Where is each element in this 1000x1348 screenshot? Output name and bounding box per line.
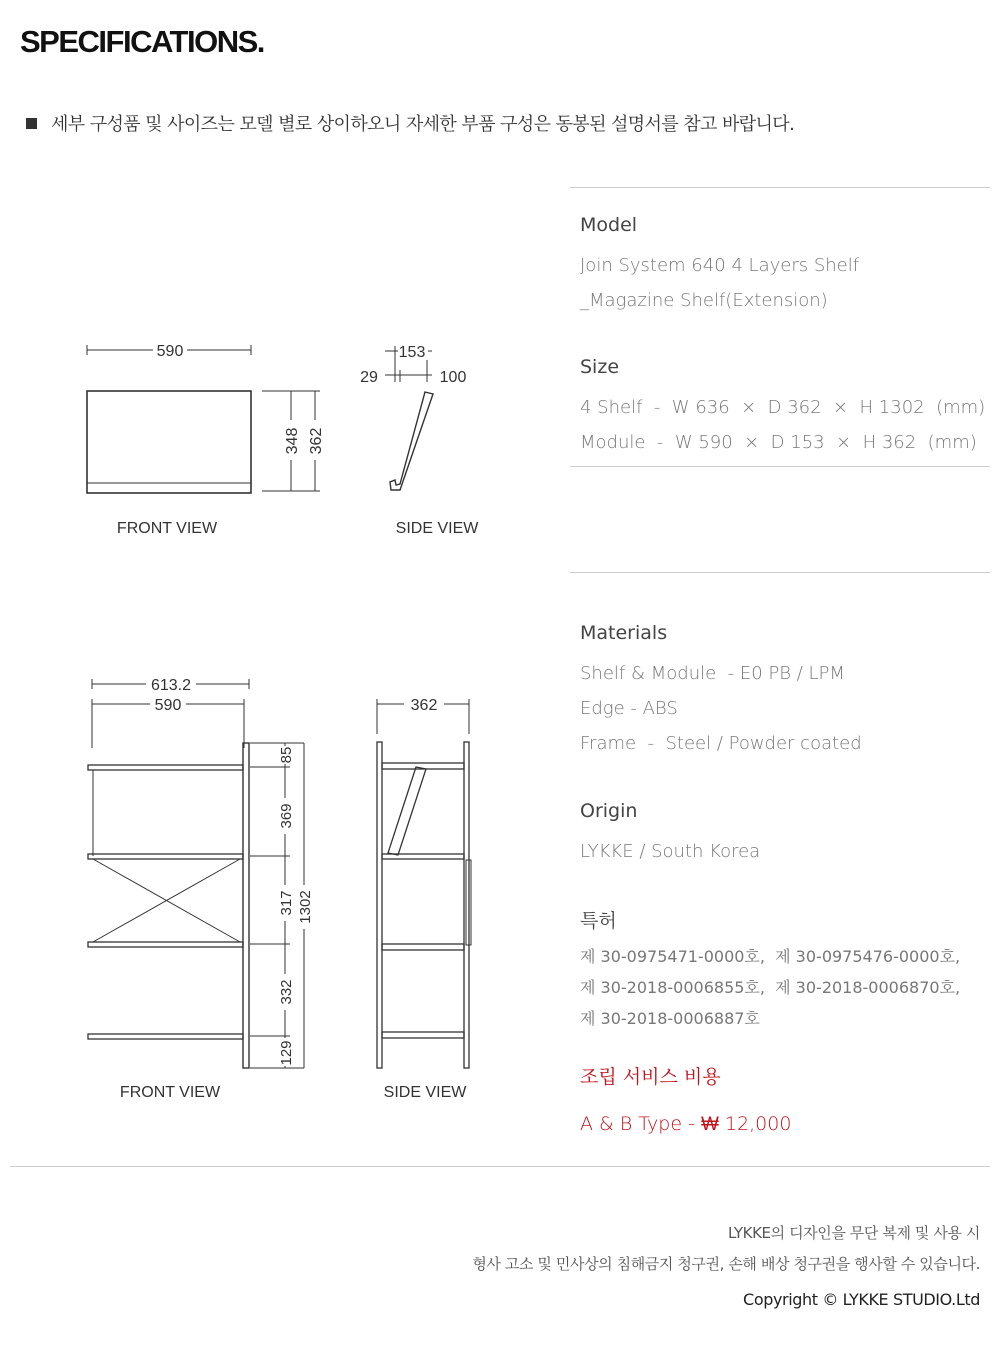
size-line1: 4 Shelf - W 636 × D 362 × H 1302 (mm) [580,397,986,418]
shelf-side-view-label: SIDE VIEW [383,1084,467,1101]
shelf-front-view-label: FRONT VIEW [119,1084,221,1101]
patent-line3: 제 30-2018-0006887호 [580,1009,760,1028]
materials-line1: Shelf & Module - E0 PB / LPM [580,663,845,684]
shelf-inner-width-dim: 590 [154,697,182,714]
materials-label: Materials [580,622,668,644]
module-side-view-label: SIDE VIEW [395,520,479,537]
module-width-dim: 590 [156,343,184,360]
gap-129-dim: 129 [278,1040,295,1066]
module-height-dim-362: 362 [308,427,325,455]
spec-service [580,1062,791,1142]
origin-label: Origin [580,800,638,822]
side-right-dim: 100 [439,369,467,386]
module-front-view-label: FRONT VIEW [116,520,218,537]
shelf-depth-dim: 362 [410,697,438,714]
shelf-drawing [0,670,520,1110]
service-price: A & B Type - ₩ 12,000 [580,1113,792,1135]
footer-line1: LYKKE의 디자인을 무단 복제 및 사용 시 [727,1224,980,1242]
spec-origin [580,800,760,869]
spec-size [580,356,985,460]
footer-line2: 형사 고소 및 민사상의 침해금지 청구권, 손해 배상 청구권을 행사할 수 있습니다. [472,1255,980,1273]
page-title: SPECIFICATIONS. [20,24,264,59]
spec-materials [580,622,862,761]
model-label: Model [580,214,638,236]
size-label: Size [580,356,620,378]
patent-line2: 제 30-2018-0006855호, 제 30-2018-0006870호, [580,978,961,997]
divider [570,466,990,467]
spec-patent [580,906,960,1034]
module-drawing [0,330,520,560]
materials-line2: Edge - ABS [580,698,678,719]
model-line1: Join System 640 4 Layers Shelf [580,255,860,276]
shelf-outer-width-dim: 613.2 [150,677,192,694]
module-height-dim-348: 348 [284,427,301,455]
total-height-dim: 1302 [297,890,314,924]
divider [570,187,990,188]
service-label: 조립 서비스 비용 [580,1066,721,1088]
copyright: Copyright © LYKKE STUDIO.Ltd [743,1290,980,1309]
gap-317-dim: 317 [278,890,295,916]
side-left-dim: 29 [360,369,378,386]
materials-line3: Frame - Steel / Powder coated [580,733,862,754]
divider [10,1166,990,1167]
gap-369-dim: 369 [278,803,295,829]
model-line2: _Magazine Shelf(Extension) [580,290,828,311]
footer [472,1218,980,1315]
size-line2: Module - W 590 × D 153 × H 362 (mm) [580,432,977,453]
gap-85-dim: 85 [278,746,295,764]
spec-model [580,214,859,318]
gap-332-dim: 332 [278,979,295,1005]
side-top-dim: 153 [398,344,426,361]
divider [570,572,990,573]
patent-line1: 제 30-0975471-0000호, 제 30-0975476-0000호, [580,947,961,966]
square-bullet-icon [26,118,37,129]
notice-text: 세부 구성품 및 사이즈는 모델 별로 상이하오니 자세한 부품 구성은 동봉된 설명서를 참고 바랍니다. [51,114,795,135]
notice [26,110,794,136]
patent-label: 특허 [580,910,617,932]
origin-value: LYKKE / South Korea [580,841,761,862]
